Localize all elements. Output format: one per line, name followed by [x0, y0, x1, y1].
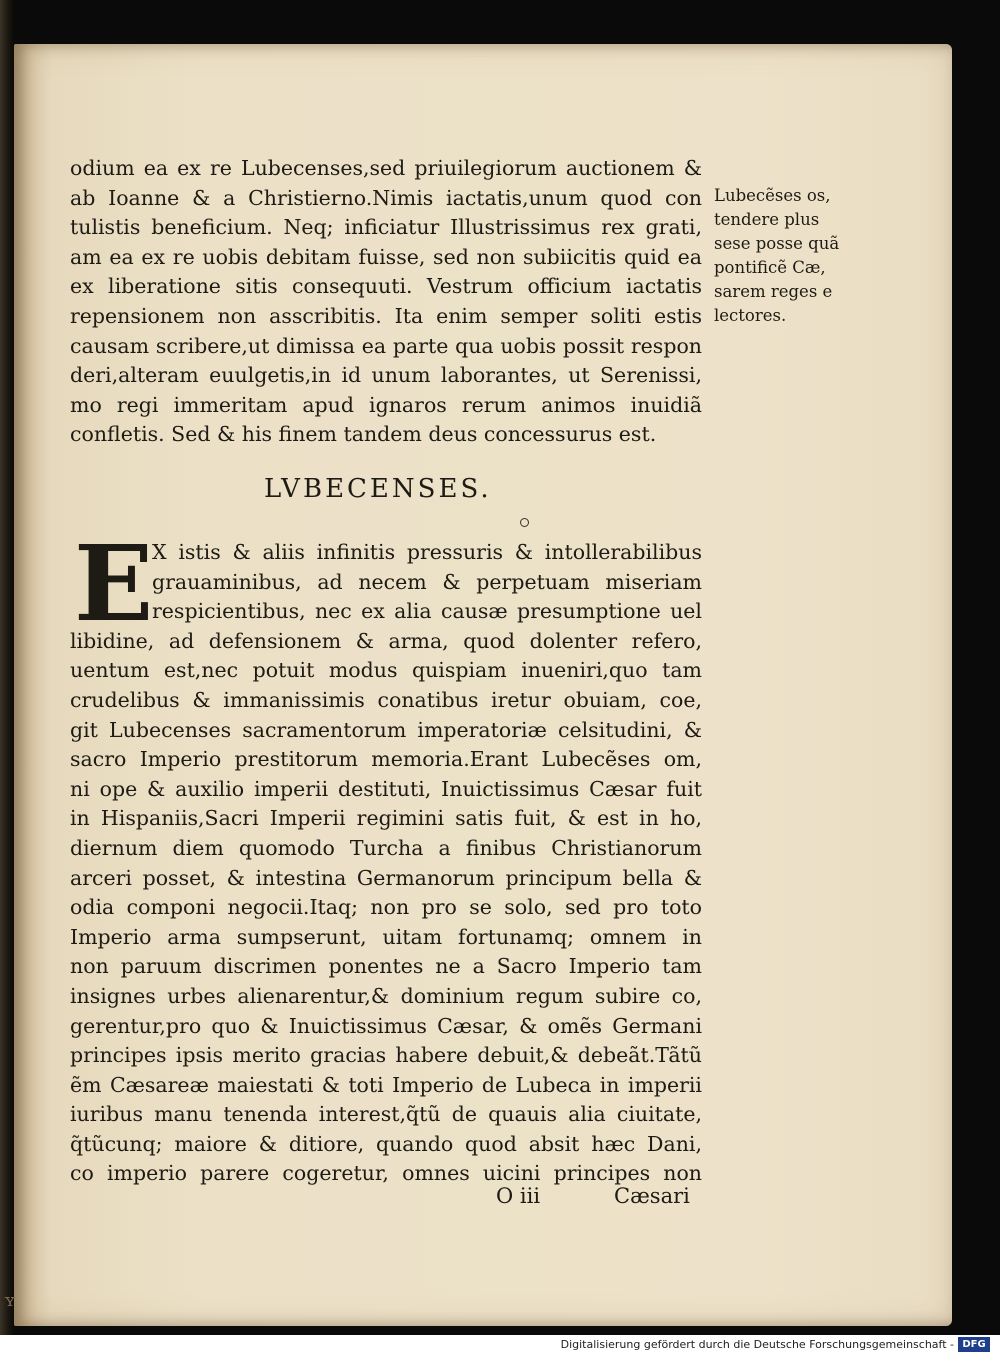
- margin-note-line: sarem reges e: [714, 282, 833, 301]
- text-line: repensionem non asscribitis. Ita enim semper soliti estis: [70, 303, 702, 328]
- text-line: q̃tũcunq; maiore & ditiore, quando quod absit hæc Dani,: [70, 1131, 702, 1156]
- margin-note-line: tendere plus: [714, 210, 820, 229]
- text-line: odia componi negocii.Itaq; non pro se solo, sed pro toto: [70, 895, 702, 920]
- dfg-credit-text: Digitalisierung gefördert durch die Deutsche Forschungsgemeinschaft -: [560, 1338, 954, 1351]
- text-line: ni ope & auxilio imperii destituti, Inuictissimus Cæsar fuit: [70, 776, 702, 801]
- book-page: [14, 44, 952, 1326]
- margin-note: [714, 184, 854, 328]
- ornament-dot: [520, 518, 529, 527]
- book-binding-edge: [0, 0, 14, 1335]
- text-line: iuribus manu tenenda interest,q̃tũ de quauis alia ciuitate,: [70, 1102, 702, 1127]
- text-line: git Lubecenses sacramentorum imperatoriæ celsitudini, &: [70, 717, 702, 742]
- text-line: in Hispaniis,Sacri Imperii regimini satis fuit, & est in ho,: [70, 806, 702, 831]
- text-line: insignes urbes alienarentur,& dominium regum subire co,: [70, 983, 702, 1008]
- margin-note-line: lectores.: [714, 306, 787, 325]
- signature-mark: O iii: [496, 1184, 541, 1208]
- text-line: mo regi immeritam apud ignaros rerum animos inuidiã: [70, 392, 702, 417]
- text-line: ẽm Cæsareæ maiestati & toti Imperio de Lubeca in imperii: [70, 1072, 702, 1097]
- text-line: tulistis beneficium. Neq; inficiatur Illustrissimus rex grati,: [70, 215, 702, 240]
- margin-note-line: sese posse quã: [714, 234, 840, 253]
- text-line: causam scribere,ut dimissa ea parte qua uobis possit respon: [70, 333, 702, 358]
- text-line: confletis. Sed & his finem tandem deus concessurus est.: [70, 422, 657, 447]
- text-line: am ea ex re uobis debitam fuisse, sed non subiicitis quid ea: [70, 244, 702, 269]
- drop-cap: E: [74, 522, 154, 645]
- text-line: uentum est,nec potuit modus quispiam inueniri,quo tam: [70, 658, 702, 683]
- paragraph-block-2: [70, 522, 702, 1189]
- margin-note-line: pontificẽ Cæ,: [714, 258, 826, 277]
- text-line: libidine, ad defensionem & arma, quod dolenter refero,: [70, 628, 702, 653]
- text-line: co imperio parere cogeretur, omnes uicini principes non: [70, 1161, 702, 1186]
- text-line: odium ea ex re Lubecenses,sed priuilegiorum auctionem &: [70, 156, 702, 180]
- text-line: sacro Imperio prestitorum memoria.Erant Lubecẽses om,: [70, 747, 702, 772]
- text-line: ex liberatione sitis consequuti. Vestrum officium iactatis: [70, 274, 702, 299]
- text-line: principes ipsis merito gracias habere debuit,& debeãt.Tãtũ: [70, 1043, 702, 1068]
- text-line: X istis & aliis infinitis pressuris & intollerabilibus: [152, 540, 702, 564]
- text-line: grauaminibus, ad necem & perpetuam miseriam: [152, 569, 702, 594]
- text-line: ab Ioanne & a Christierno.Nimis iactatis,unum quod con: [70, 185, 702, 210]
- text-line: respicientibus, nec ex alia causæ presumptione uel: [152, 599, 702, 624]
- text-line: gerentur,pro quo & Inuictissimus Cæsar, & omẽs Germani: [70, 1013, 702, 1038]
- text-line: diernum diem quomodo Turcha a finibus Christianorum: [70, 835, 702, 860]
- text-line: deri,alteram euulgetis,in id unum laborantes, ut Serenissi,: [70, 363, 702, 388]
- catchword: Cæsari: [614, 1184, 690, 1208]
- text-line: arceri posset, & intestina Germanorum principum bella &: [70, 865, 702, 890]
- margin-note-line: Lubecẽses os,: [714, 186, 831, 205]
- text-line: crudelibus & immanissimis conatibus iretur obuiam, coe,: [70, 687, 702, 712]
- binding-mark: ʏ: [4, 1290, 16, 1311]
- dfg-logo[interactable]: DFG: [958, 1337, 990, 1352]
- paragraph-block-1: [70, 154, 702, 450]
- text-line: non paruum discrimen ponentes ne a Sacro Imperio tam: [70, 954, 702, 979]
- text-line: Imperio arma sumpserunt, uitam fortunamq; omnem in: [70, 924, 702, 949]
- section-heading: LVBECENSES.: [264, 474, 492, 504]
